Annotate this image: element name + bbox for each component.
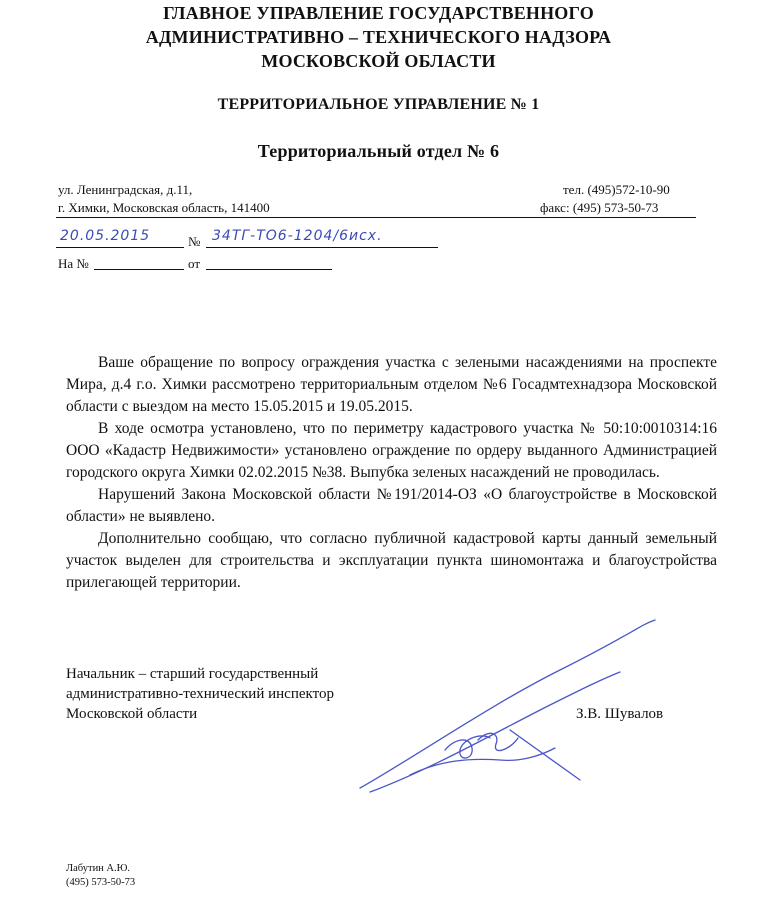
position-line1: Начальник – старший государственный: [66, 666, 319, 682]
address-line2: г. Химки, Московская область, 141400: [58, 200, 270, 215]
registration-number-label: №: [188, 234, 201, 249]
position-line3: Московской области: [66, 706, 198, 722]
reference-number-line: [94, 268, 184, 270]
body-paragraph-4: Дополнительно сообщаю, что согласно публичной кадастровой карты данный земельный участок выделен для строительства и эксплуатации пункта шиномонтажа и благоустройства прилегающей территории.: [66, 530, 717, 591]
body-paragraph-1: Ваше обращение по вопросу ограждения участка с зелеными насаждениями на проспекте Мира, д.4 г.о. Химки рассмотрено территориальным отделом №6 Госадмтехнадзора Московской области с выездом на место 15.05.2015 и 19.05.2015.: [66, 354, 717, 415]
reference-date-line: [206, 268, 332, 270]
contacts-divider: [56, 217, 696, 218]
agency-title-line1: ГЛАВНОЕ УПРАВЛЕНИЕ ГОСУДАРСТВЕННОГО: [163, 3, 594, 23]
date-line: [56, 246, 184, 248]
territorial-office-title: ТЕРРИТОРИАЛЬНОЕ УПРАВЛЕНИЕ № 1: [217, 96, 540, 113]
letter-body: [66, 352, 717, 594]
reference-from-label: от: [188, 256, 201, 271]
executor-phone: (495) 573-50-73: [66, 877, 136, 888]
reference-label: На №: [58, 256, 89, 271]
phone-number: тел. (495)572-10-90: [563, 182, 670, 197]
signatory-position: [66, 664, 334, 724]
body-paragraph-3: Нарушений Закона Московской области №191/2014-ОЗ «О благоустройстве в Московской области» не выявлено.: [66, 486, 717, 525]
fax-number: факс: (495) 573-50-73: [540, 200, 659, 215]
agency-title-line2: АДМИНИСТРАТИВНО – ТЕХНИЧЕСКОГО НАДЗОРА: [145, 27, 612, 47]
signatory-name: З.В. Шувалов: [576, 706, 664, 722]
number-line: [206, 246, 438, 248]
body-paragraph-2: В ходе осмотра установлено, что по периметру кадастрового участка № 50:10:0010314:16 ООО «Кадастр Недвижимости» установлено ограждение по ордеру выданного Администрацией городского округа Химки 02.02.2015 №38. Выпубка зеленых насаждений не проводилась.: [66, 420, 717, 481]
registration-date-handwritten: 20.05.2015: [60, 228, 151, 244]
address-line1: ул. Ленинградская, д.11,: [58, 182, 193, 197]
department-title: Территориальный отдел № 6: [257, 141, 500, 161]
registration-number-handwritten: 34ТГ-ТО6-1204/6исх.: [212, 228, 383, 244]
agency-title-line3: МОСКОВСКОЙ ОБЛАСТИ: [261, 51, 496, 71]
position-line2: административно-технический инспектор: [66, 686, 334, 702]
executor-name: Лабутин А.Ю.: [66, 863, 131, 874]
